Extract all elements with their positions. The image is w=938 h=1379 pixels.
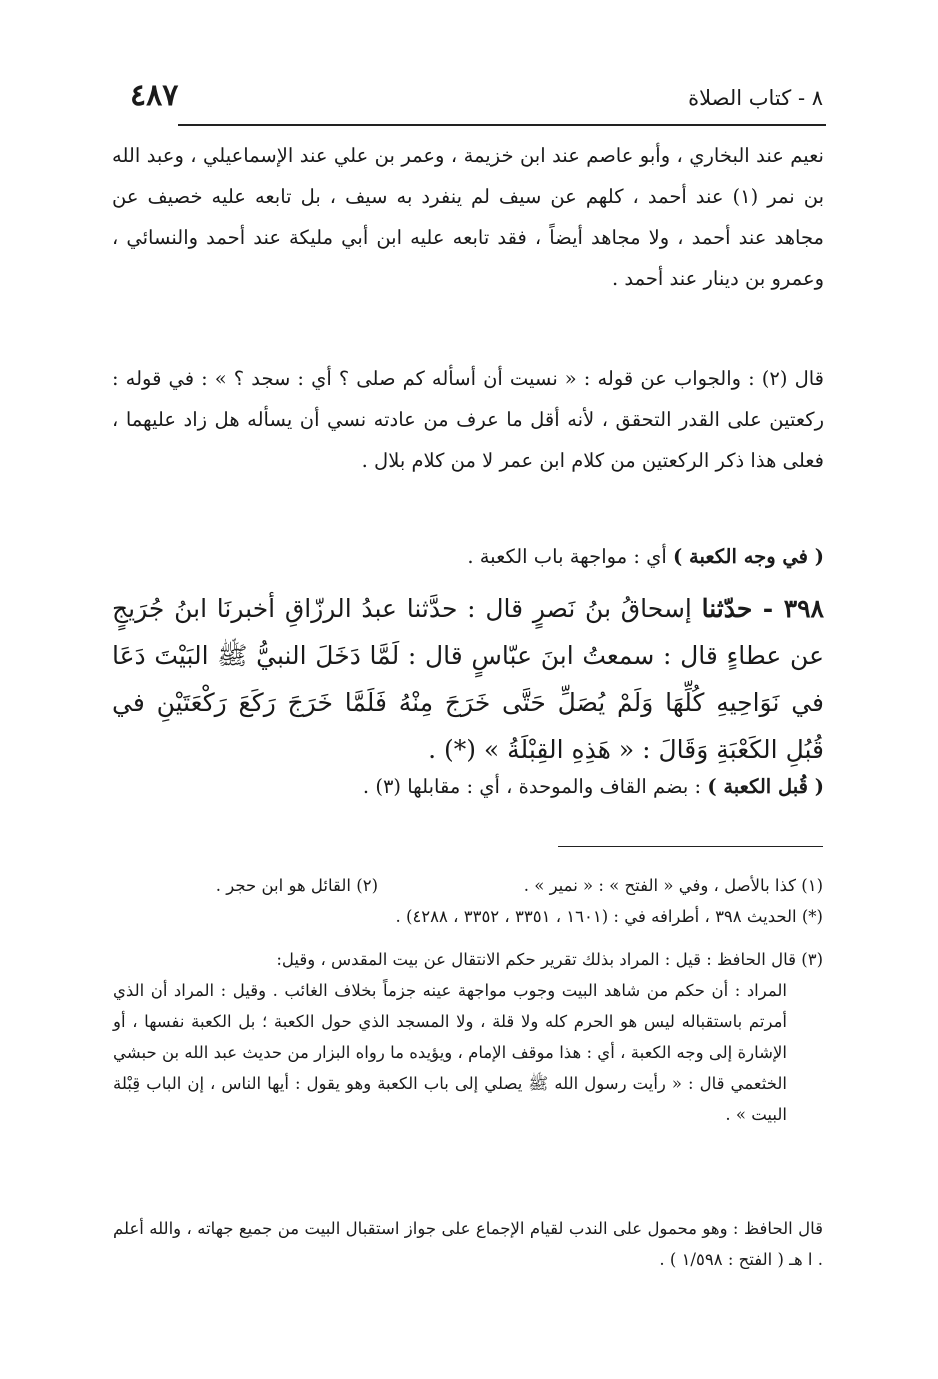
lemma-heading: ( في وجه الكعبة ) xyxy=(673,545,824,568)
footnote-3-body: المراد : أن حكم من شاهد البيت وجوب مواجهة عينه جزماً بخلاف الغائب . وقيل : المراد أن الذي أمرتم باستقباله ليس هو الحرم كله ولا قلة ، ولا المسجد الذي حول الكعبة ؛ بل الكعبة نفسها ، أو الإشارة إلى وجه الكعبة ، أي : هذا موقف الإمام ، ويؤيده ما رواه البزار من حديث عبد الله بن حبشي الخثعمي قال : « رأيت رسول الله ﷺ يصلي إلى باب الكعبة وهو يقول : أيها الناس ، إن الباب قِبْلة البيت » . xyxy=(113,981,787,1124)
commentary-paragraph-3 xyxy=(112,536,824,577)
footnote-1: (١) كذا بالأصل ، وفي « الفتح » : « نمير » . xyxy=(523,876,823,895)
page-number: ٤٨٧ xyxy=(130,78,179,113)
footnote-3 xyxy=(113,944,823,1130)
header-rule xyxy=(178,124,826,126)
commentary-paragraph-1: نعيم عند البخاري ، وأبو عاصم عند ابن خزيمة ، وعمر بن علي عند الإسماعيلي ، وعبد الله بن نمر (١) عند أحمد ، كلهم عن سيف لم ينفرد به سيف ، بل تابعه عليه خصيف عن مجاهد عند أحمد ، ولا مجاهد أيضاً ، فقد تابعه عليه ابن أبي مليكة عند أحمد والنسائي ، وعمرو بن دينار عند أحمد . xyxy=(112,144,824,290)
lemma-heading-2: ( قُبل الكعبة ) xyxy=(707,775,824,798)
hadith-number: ٣٩٨ - حدّثنا xyxy=(701,594,824,623)
footnote-3-conclusion: قال الحافظ : وهو محمول على الندب لقيام الإجماع على جواز استقبال البيت من جميع جهاته ، والله أعلم . ا هـ ( الفتح : ١/٥٩٨ ) . xyxy=(113,1219,823,1269)
hadith-body: إسحاقُ بنُ نَصرٍ قال : حدَّثنا عبدُ الرزّاقِ أخبرنَا ابنُ جُرَيجٍ عن عطاءٍ قال : سمعتُ ابنَ عبّاسٍ قال : لَمَّا دَخَلَ النبيُّ ﷺ البَيْتَ دَعَا في نَوَاحِيهِ كُلِّهَا وَلَمْ يُصَلِّ حَتَّى خَرَجَ مِنْهُ فَلَمَّا خَرَجَ رَكَعَ رَكْعَتَيْنِ في قُبُلِ الكَعْبَةِ وَقَالَ : « هَذِهِ القِبْلَةُ » (*) . xyxy=(112,594,824,764)
footnote-3-first-line: (٣) قال الحافظ : قيل : المراد بذلك تقرير حكم الانتقال عن بيت المقدس ، وقيل: xyxy=(276,950,823,969)
footnote-2: (٢) القائل هو ابن حجر . xyxy=(215,876,378,895)
footnote-star: (*) الحديث ٣٩٨ ، أطرافه في : (١٦٠١ ، ٣٣٥١ ، ٣٣٥٢ ، ٤٢٨٨) . xyxy=(395,907,823,926)
lemma-explanation-2: : بضم القاف والموحدة ، أي : مقابلها (٣) . xyxy=(362,775,708,798)
hadith-text xyxy=(112,585,824,773)
commentary-paragraph-5 xyxy=(112,770,824,804)
chapter-title: ٨ - كتاب الصلاة xyxy=(688,86,823,110)
commentary-paragraph-2: قال (٢) : والجواب عن قوله : « نسيت أن أسأله كم صلى ؟ أي : سجد ؟ » : في قوله : ركعتين على القدر التحقق ، لأنه أقل ما عرف من عادته نسي أن يسأله هل زاد عليهما ، فعلى هذا ذكر الركعتين من كلام ابن عمر لا من كلام بلال . xyxy=(112,367,824,472)
lemma-explanation: أي : مواجهة باب الكعبة . xyxy=(467,545,674,568)
footnote-rule xyxy=(558,846,823,847)
